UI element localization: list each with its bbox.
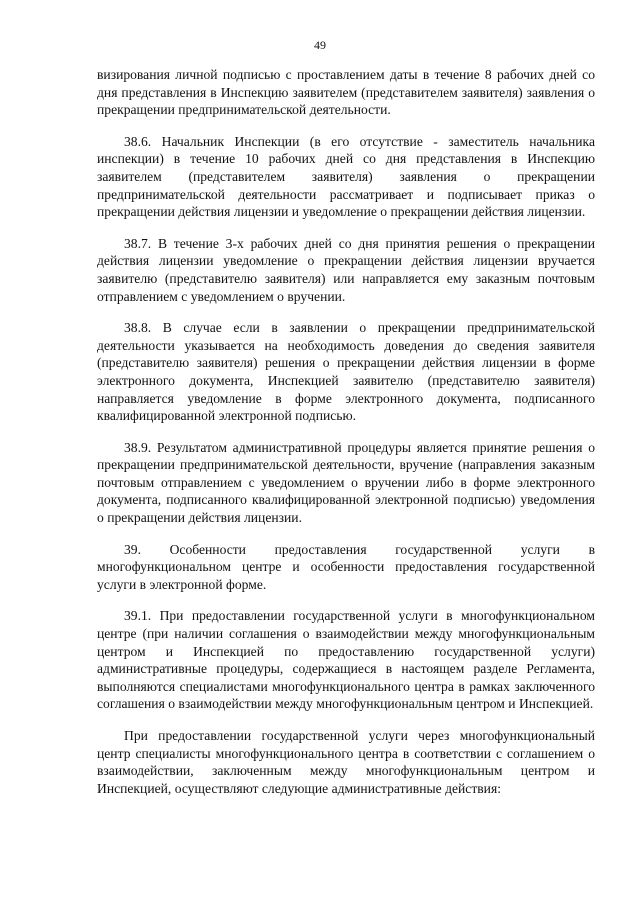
paragraph-38-7: 38.7. В течение 3-х рабочих дней со дня принятия решения о прекращении действия лицензии уведомление о прекращении действия лицензии вручается заявителю (представителю заявителя) или направляется ему заказным почтовым отправлением с уведомлением о вручении.: [97, 235, 595, 304]
paragraph-38-8: 38.8. В случае если в заявлении о прекращении предпринимательской деятельности указывается на необходимость доведения до сведения заявителя (представителю заявителя) решения о прекращении действия лицензии в форме электронного документа, Инспекцией заявителю (представителю заявителя) направляется уведомление в форме электронного документа, подписанного квалифицированной электронной подписью.: [97, 320, 595, 424]
paragraph-continuation: визирования личной подписью с проставлением даты в течение 8 рабочих дней со дня представления в Инспекцию заявителем (представителем заявителя) заявления о прекращении предпринимательской деятельности.: [97, 67, 595, 118]
paragraph-38-9: 38.9. Результатом административной процедуры является принятие решения о прекращении предпринимательской деятельности, вручение (направления заказным почтовым отправлением с уведомлением о вручении либо в форме электронного документа, подписанного квалифицированной электронной подписью) уведомления о прекращении действия лицензии.: [97, 439, 595, 526]
document-body: [97, 66, 595, 797]
paragraph-39-1: 39.1. При предоставлении государственной услуги в многофункциональном центре (при наличии соглашения о взаимодействии между многофункциональным центром и Инспекцией по предоставлению государственной услуги) административные процедуры, содержащиеся в настоящем разделе Регламента, выполняются специалистами многофункционального центра в рамках заключенного соглашения о взаимодействии между многофункциональным центром и Инспекцией.: [97, 608, 595, 712]
paragraph-38-6: 38.6. Начальник Инспекции (в его отсутствие - заместитель начальника инспекции) в течение 10 рабочих дней со дня представления в Инспекцию заявителем (представителем заявителя) заявления о прекращении предпринимательской деятельности рассматривает и подписывает приказ о прекращении действия лицензии и уведомление о прекращении действия лицензии.: [97, 133, 595, 220]
page-number: 49: [314, 38, 326, 52]
paragraph-mfc-actions: При предоставлении государственной услуги через многофункциональный центр специалисты многофункционального центра в соответствии с соглашением о взаимодействии, заключенным между многофункциональным центром и Инспекцией, осуществляют следующие административные действия:: [97, 728, 595, 796]
section-heading-39: 39. Особенности предоставления государственной услуги в многофункциональном центре и особенности предоставления государственной услуги в электронной форме.: [97, 541, 595, 592]
